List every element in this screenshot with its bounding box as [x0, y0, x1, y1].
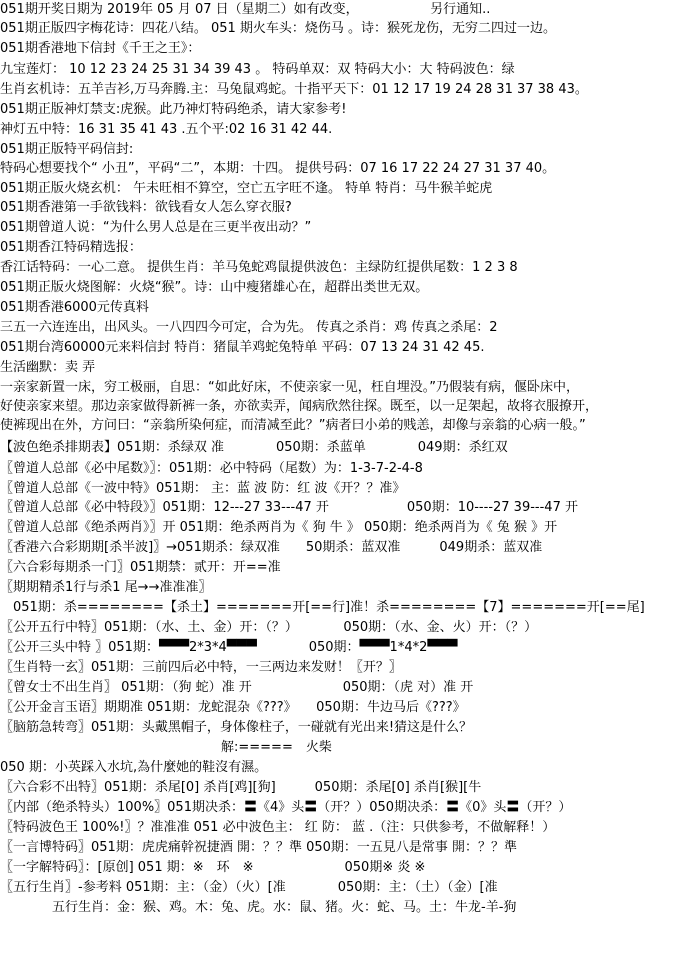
humor-text-3: 使裤现出在外，方问曰：“亲翁所染何症，而清减至此？”病者曰小弟的贱恙，却像与亲翁的心病一般。” [0, 418, 586, 433]
magic-lamp-line: 051期正版神灯禁支:虎猴。此乃神灯特码绝杀，请大家参考! [0, 102, 347, 117]
humor-text-2: 好使亲家来望。那边亲家做得新裤一条，亦欲卖弄，闻病欣然往探。既至，以一足架起，故将衣服撩开， [0, 399, 599, 414]
clown-line: 特码心想要找个“ 小丑”，平码“二”，本期：十四。 提供号码：07 16 17 22 24 27 31 37 40。 [0, 161, 556, 176]
five-elements-line: 〖公开五行中特〗051期：（水、土、金）开：（？） 050期：（水、金、火）开：（？） [0, 620, 538, 635]
fax-header: 051期香港6000元传真料 [0, 300, 149, 315]
zodiac-mystery-line: 〖生肖特一玄〗051期：三前四后必中特，一三两边来发财！〖开？〗 [0, 660, 402, 675]
taiwan-line: 051期台湾60000元来料信封 特肖：猪鼠羊鸡蛇兔特单 平码：07 13 24 31 42 45. [0, 340, 485, 355]
internal-kill-line: 〖内部（绝杀特头）100%〗051期决杀：〓《4》头〓（开？）050期决杀：〓《0》头〓（开？） [0, 800, 572, 815]
humor-title: 生活幽默：卖 弄 [0, 360, 96, 375]
ms-not-out-line: 〖曾女士不出生肖〗 051期：（狗 蛇）准 开 050期：（虎 对）准 开 [0, 680, 474, 695]
segment-line: 〖曾道人总部《必中特段》〗051期：12---27 33---47 开 050期：10----27 39---47 开 [0, 500, 578, 515]
humor-text-1: 一亲家新置一床，穷工极丽，自思：“如此好床，不使亲家一见，枉自埋没。”乃假装有病，偃卧床中， [0, 380, 579, 395]
one-char-code-line: 〖一字解特码〗：[原创] 051 期：※ 环 ※ 050期※ 炎 ※ [0, 860, 426, 875]
riddle-line: 〖脑筋急转弯〗051期：头戴黑帽子，身体像柱子，一碰就有光出来!猜这是什么？ [0, 720, 473, 735]
nine-lotus-line: 九宝莲灯： 10 12 23 24 25 31 34 39 43 。 特码单双：双 特码大小：大 特码波色：绿 [0, 62, 515, 77]
kill-two-line: 〖曾道人总部《绝杀两肖》〗开 051期：绝杀两肖为《 狗 牛 》 050期：绝杀两肖为《 兔 猴 》开 [0, 520, 558, 535]
one-word-code-line: 〖一言博特码〗051期：虎虎痛幹祝捷酒 開：？？準 050期：一五見八是常事 開：？？準 [0, 840, 518, 855]
plum-poem-line: 051期正版四字梅花诗：四花八结。 051 期火车头：烧伤马 。诗：猴死龙伤，无穷二四过一边。 [0, 21, 557, 36]
one-wave-line: 〖曾道人总部《一波中特》051期： 主：蓝 波 防：红 波《开？？准》 [0, 481, 406, 496]
lamp-numbers-line: 神灯五中特：16 31 35 41 43 .五个平:02 16 31 42 44. [0, 122, 333, 137]
zodiac-poem-line: 生肖玄机诗：五羊吉衫,万马奔腾.主：马兔鼠鸡蛇。十指平天下：01 12 17 19 24 28 31 37 38 43。 [0, 82, 588, 97]
hk-first-line: 051期香港第一手欲钱料：欲钱看女人怎么穿衣服? [0, 200, 292, 215]
xiangjiang-line: 香江话特码：一心二意。 提供生肖：羊马兔蛇鸡鼠提供波色：主绿防红提供尾数：1 2 3 8 [0, 260, 518, 275]
color-king-line: 〖特码波色王 100%!〗？准准准 051 必中波色主： 红 防： 蓝 .（注：只供参考，不做解释！） [0, 820, 556, 835]
tail-number-line: 〖曾道人总部《必中尾数》〗：051期：必中特码（尾数）为：1-3-7-2-4-8 [0, 461, 423, 476]
half-wave-line: 〖香港六合彩期期[杀半波]〗→051期杀：绿双准 50期杀：蓝双准 049期杀：蓝双准 [0, 540, 543, 555]
master-said-line: 051期曾道人说：“为什么男人总是在三更半夜出动？” [0, 220, 312, 235]
hk-envelope-header: 051期香港地下信封《千王之王》： [0, 41, 201, 56]
not-out-special-line: 〖六合彩不出特〗051期：杀尾[0] 杀肖[鸡][狗] 050期：杀尾[0] 杀肖[猴][牛 [0, 780, 482, 795]
flat-code-header: 051期正版特平码信封: [0, 142, 134, 157]
fax-line: 三五一六连连出，出风头。一八四四今可定，合为先。 传真之杀肖：鸡 传真之杀尾：2 [0, 320, 498, 335]
kill-element-header: 〖期期精杀1行与杀1 尾→→准准准〗 [0, 580, 212, 595]
wuxing-zodiac-line: 〖五行生肖〗-参考料 051期：主：（金）（火）[准 050期：主：（土）（金）[准 [0, 880, 498, 895]
wuxing-list-line: 五行生肖：金：猴、鸡。木：兔、虎。水：鼠、猪。火：蛇、马。土：牛龙-羊-狗 [0, 900, 517, 915]
kill-one-door-line: 〖六合彩每期杀一门〗051期禁：贰开：开==准 [0, 560, 281, 575]
color-kill-line: 【波色绝杀排期表】051期：杀绿双 准 050期：杀蓝单 049期：杀红双 [0, 440, 508, 455]
draw-date-line: 051期开奖日期为 2019年 05 月 07 日（星期二）如有改变， 另行通知.. [0, 2, 491, 17]
fire-picture-line: 051期正版火烧图解：火烧“猴”。诗：山中瘦猪雄心在，超群出类世无双。 [0, 280, 429, 295]
kill-element-line: 051期：杀========【杀土】=======开[==行]准！杀========【7】=======开[==尾] [0, 600, 645, 615]
xiangjiang-header: 051期香江特码精选报： [0, 240, 142, 255]
three-heads-line: 〖公开三头中特 〗051期：▀▀▀2*3*4▀▀▀ 050期：▀▀▀1*4*2▀▀▀ [0, 640, 458, 655]
riddle-050-line: 050 期：小英踩入水坑,為什麼她的鞋沒有濕。 [0, 760, 268, 775]
riddle-answer-line: 解:===== 火柴 [0, 740, 332, 755]
fire-mystery-line: 051期正版火烧玄机： 午未旺相不算空，空亡五字旺不逢。 特单 特肖：马牛猴羊蛇虎 [0, 181, 493, 196]
golden-words-line: 〖公开金言玉语〗期期准 051期：龙蛇混杂《???》 050期：牛边马后《???》 [0, 700, 466, 715]
